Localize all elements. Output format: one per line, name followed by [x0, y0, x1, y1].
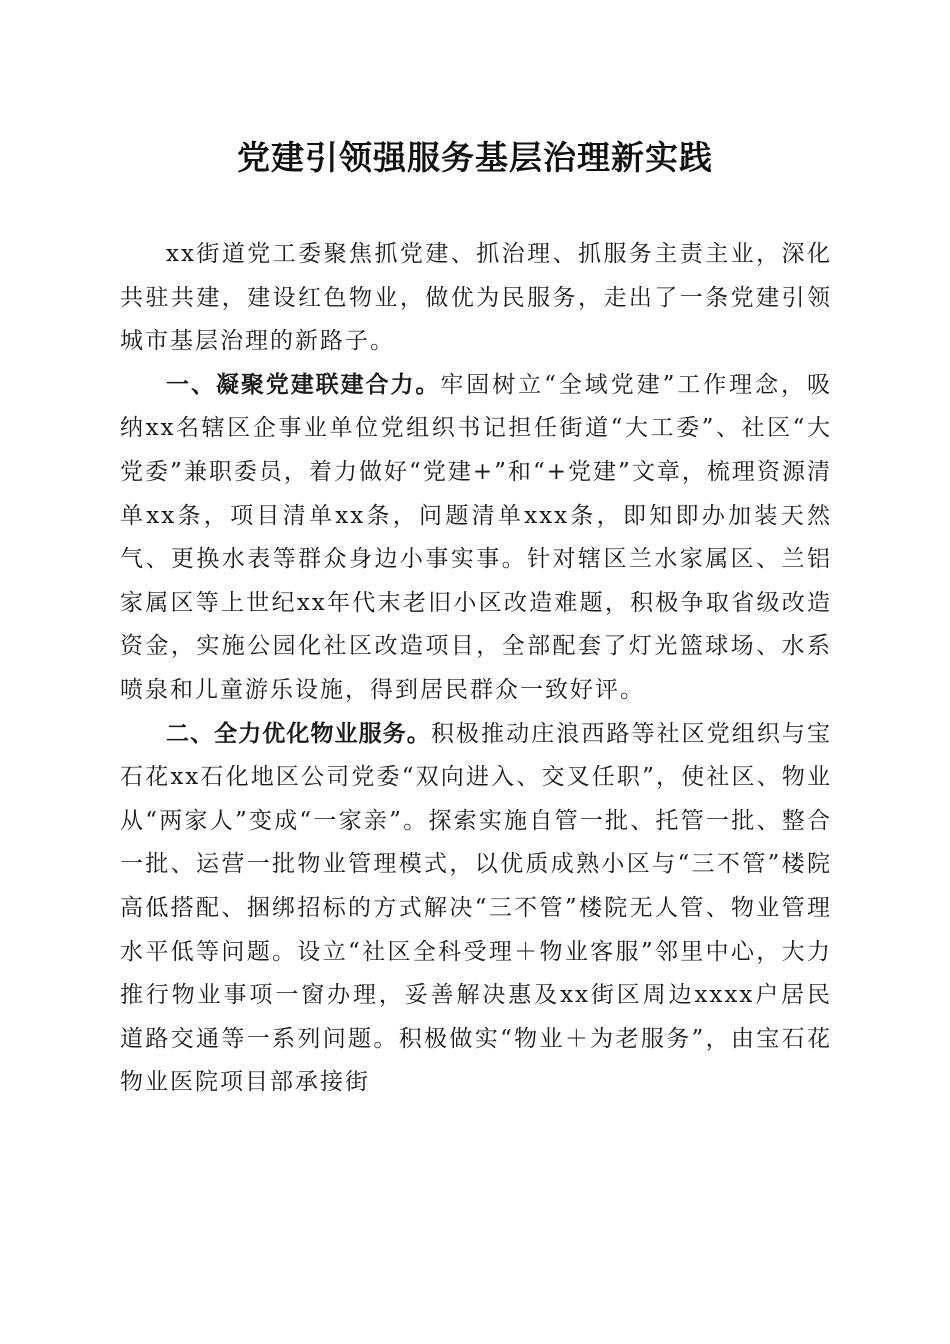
intro-paragraph: xx街道党工委聚焦抓党建、抓治理、抓服务主责主业，深化共驻共建，建设红色物业，做优为民服务，走出了一条党建引领城市基层治理的新路子。 — [120, 241, 832, 355]
document-title: 党建引领强服务基层治理新实践 — [237, 138, 713, 177]
section-heading-1: 一、凝聚党建联建合力。 — [166, 371, 441, 398]
section-text-2: 积极推动庄浪西路等社区党组织与宝石花xx石化地区公司党委“双向进入、交叉任职”，使社区、物业从“两家人”变成“一家亲”。探索实施自管一批、托管一批、整合一批、运营一批物业管理模式，以优质成熟小区与“三不管”楼院高低搭配、捆绑招标的方式解决“三不管”楼院无人管、物业管理水平低等问题。设立“社区全科受理＋物业客服”邻里中心，大力推行物业事项一窗办理，妥善解决惠及xx街区周边xxxx户居民道路交通等一系列问题。积极做实“物业＋为老服务”，由宝石花物业医院项目部承接街 — [120, 720, 833, 1096]
section-paragraph-1 — [120, 364, 832, 713]
section-text-1: 牢固树立“全域党建”工作理念，吸纳xx名辖区企事业单位党组织书记担任街道“大工委”、社区“大党委”兼职委员，着力做好“党建+”和“+党建”文章，梳理资源清单xx条，项目清单xx条，问题清单xxx条，即知即办加装天然气、更换水表等群众身边小事实事。针对辖区兰水家属区、兰铝家属区等上世纪xx年代末老旧小区改造难题，积极争取省级改造资金，实施公园化社区改造项目，全部配套了灯光篮球场、水系喷泉和儿童游乐设施，得到居民群众一致好评。 — [120, 371, 832, 703]
section-heading-2: 二、全力优化物业服务。 — [166, 720, 431, 747]
section-paragraph-2 — [120, 713, 832, 1105]
document-body — [120, 233, 832, 1105]
